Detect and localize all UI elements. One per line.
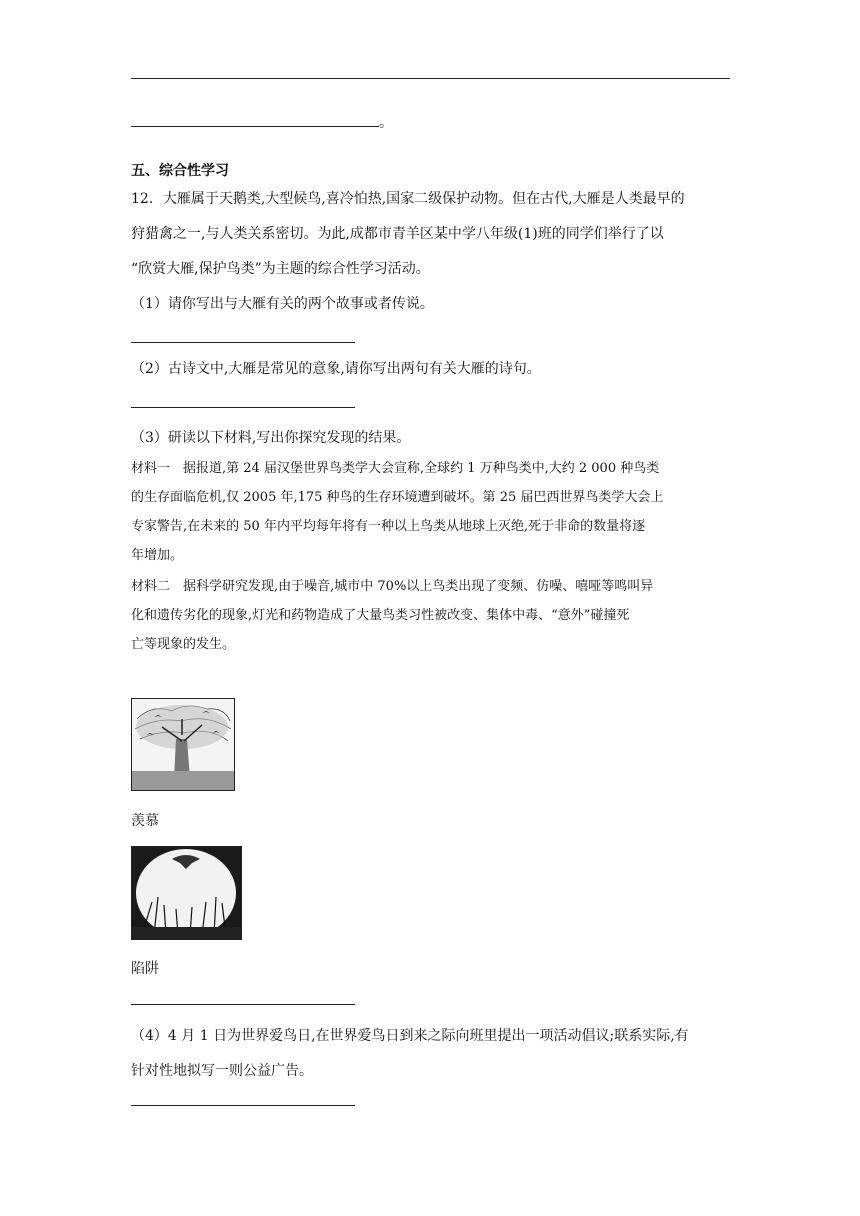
question-intro xyxy=(131,182,731,287)
caption-envy: 羡慕 xyxy=(131,813,159,829)
material-line: 化和遗传劣化的现象,灯光和药物造成了大量鸟类习性被改变、集体中毒、“意外”碰撞死 xyxy=(131,608,630,623)
material-line: 亡等现象的发生。 xyxy=(131,637,236,652)
question-number: 12． xyxy=(131,191,163,207)
answer-line-2 xyxy=(131,407,355,408)
answer-line-4 xyxy=(131,1105,355,1106)
material-line: 材料二 据科学研究发现,由于噪音,城市中 70%以上鸟类出现了变频、仿噪、嘻哑等鸣叫异 xyxy=(131,579,654,594)
tree-drawing xyxy=(132,699,234,790)
question-line: 针对性地拟写一则公益广告。 xyxy=(131,1063,313,1079)
material-1 xyxy=(131,454,731,570)
question-line: （4）4 月 1 日为世界爱鸟日,在世界爱鸟日到来之际向班里提出一项活动倡议;联系实际,有 xyxy=(131,1028,689,1044)
material-line: 材料一 据报道,第 24 届汉堡世界鸟类学大会宣称,全球约 1 万种鸟类中,大约 2 000 种鸟类 xyxy=(131,461,660,476)
section-title: 五、综合性学习 xyxy=(131,163,229,179)
answer-blank xyxy=(131,113,379,127)
caption-trap: 陷阱 xyxy=(131,961,159,977)
trap-illustration xyxy=(131,846,242,940)
answer-line xyxy=(131,78,730,79)
intro-line: 大雁属于天鹅类,大型候鸟,喜冷怕热,国家二级保护动物。但在古代,大雁是人类最早的 xyxy=(162,191,685,207)
intro-line: 狩猎禽之一,与人类关系密切。为此,成都市青羊区某中学八年级(1)班的同学们举行了以 xyxy=(131,226,664,242)
trap-drawing xyxy=(132,847,241,939)
answer-line-3 xyxy=(131,1004,355,1005)
sub-question-3: （3）研读以下材料,写出你探究发现的结果。 xyxy=(131,430,411,446)
sub-question-1: （1）请你写出与大雁有关的两个故事或者传说。 xyxy=(131,296,434,312)
material-line: 专家警告,在未来的 50 年内平均每年将有一种以上鸟类从地球上灭绝,死于非命的数量将逐 xyxy=(131,519,646,534)
answer-line-end xyxy=(131,113,393,133)
tree-illustration xyxy=(131,698,235,791)
end-mark: 。 xyxy=(379,115,393,131)
sub-question-2: （2）古诗文中,大雁是常见的意象,请你写出两句有关大雁的诗句。 xyxy=(131,361,541,377)
material-line: 年增加。 xyxy=(131,548,184,563)
material-line: 的生存面临危机,仅 2005 年,175 种鸟的生存环境遭到破坏。第 25 届巴西世界鸟类学大会上 xyxy=(131,490,664,505)
material-2 xyxy=(131,572,731,659)
intro-line: “欣赏大雁,保护鸟类”为主题的综合性学习活动。 xyxy=(131,261,430,277)
answer-line-1 xyxy=(131,342,355,343)
sub-question-4 xyxy=(131,1019,731,1089)
